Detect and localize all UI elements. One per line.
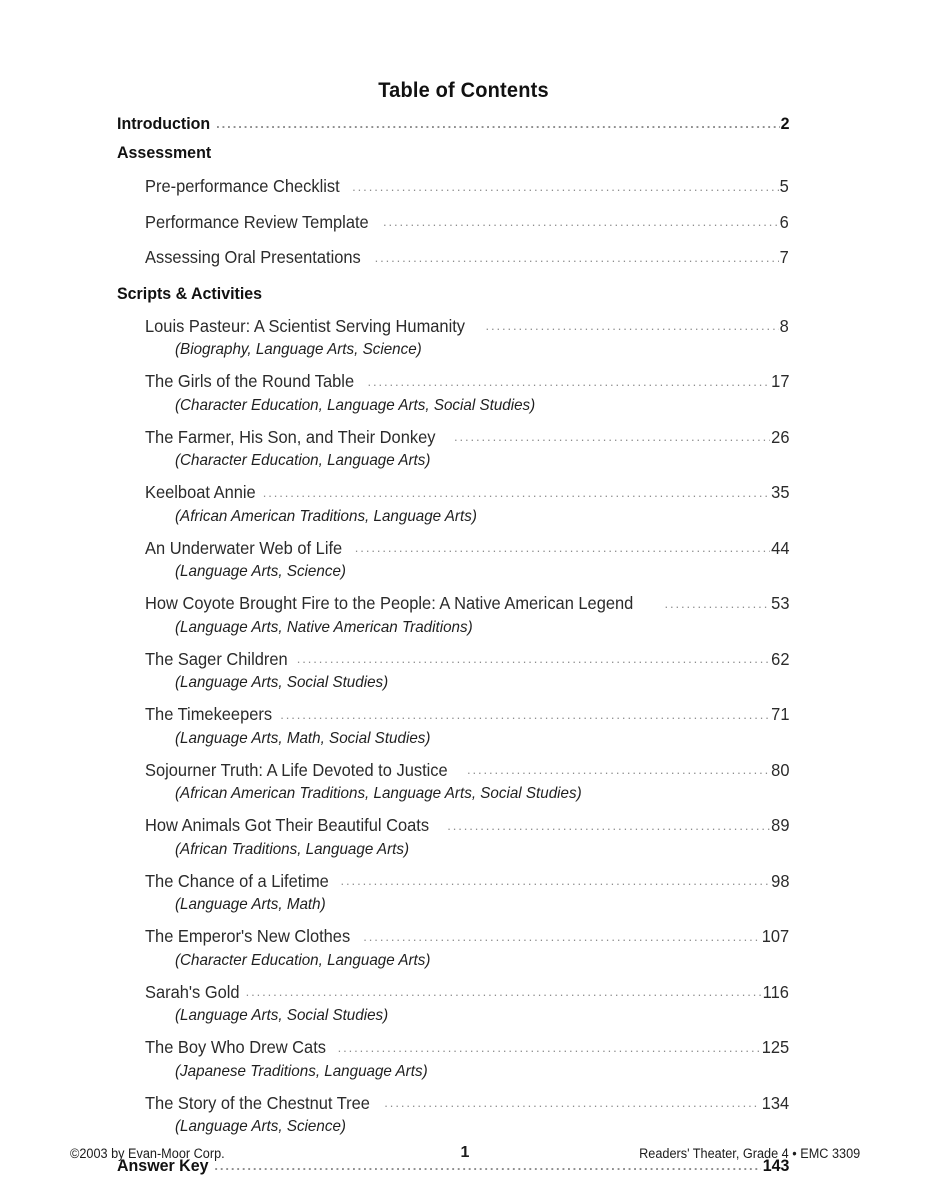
toc-label: How Coyote Brought Fire to the People: A Native American Legend [145,593,634,613]
toc-page: 35 [770,482,789,502]
toc-entry-keelboat-annie [117,482,789,526]
footer-copyright: ©2003 by Evan-Moor Corp. [70,1146,225,1161]
toc-label: The Chance of a Lifetime [145,870,329,891]
toc-subject: (Language Arts, Social Studies) [175,1007,389,1024]
toc-label: An Underwater Web of Life [145,537,343,558]
leader-dots [341,874,770,892]
leader-dots [363,930,760,948]
toc-entry-sarahs-gold [117,982,789,1026]
toc-label: Performance Review Template [145,211,369,232]
toc-row[interactable] [145,982,789,1005]
toc-heading-scripts-activities: Scripts & Activities [117,283,263,303]
leader-dots [297,652,770,670]
toc-subject: (Language Arts, Science) [175,563,346,580]
toc-label-answer-key: Answer Key [117,1156,209,1175]
toc-row-assessing-oral-presentations[interactable] [145,247,789,270]
toc-label: Sojourner Truth: A Life Devoted to Justice [145,759,448,780]
toc-entry-how-coyote-brought-fire [117,593,789,637]
toc-subject: (Language Arts, Math) [175,896,326,913]
toc-row[interactable] [145,649,789,672]
toc-entry-story-of-chestnut-tree [117,1093,789,1137]
leader-dots [485,319,779,337]
toc-page-introduction: 2 [780,114,789,133]
toc-page: 71 [770,704,789,724]
leader-dots [375,251,780,269]
toc-row[interactable] [145,538,789,561]
toc-row[interactable] [145,815,789,838]
toc-subject: (African American Traditions, Language Arts, Social Studies) [175,785,582,802]
leader-dots [664,597,769,615]
leader-dots [263,486,770,504]
toc-subject: (Language Arts, Social Studies) [175,674,389,691]
toc-subject: (Language Arts, Science) [175,1118,346,1135]
toc-label: The Story of the Chestnut Tree [145,1092,370,1113]
toc-entry-farmer-son-donkey [117,427,789,471]
toc-label: The Farmer, His Son, and Their Donkey [145,426,436,447]
toc-entry-underwater-web-of-life [117,538,789,582]
toc-row-pre-performance-checklist[interactable] [145,176,789,199]
toc-label: Sarah's Gold [145,981,240,1002]
toc-row[interactable] [145,316,789,339]
toc-row-performance-review-template[interactable] [145,212,789,235]
page-footer [70,1146,860,1168]
toc-page: 134 [761,1092,789,1113]
toc-row[interactable] [145,760,789,783]
leader-dots [384,1096,760,1114]
table-of-contents [117,114,789,1177]
toc-page: 107 [761,926,789,946]
leader-dots [280,708,769,726]
toc-row[interactable] [145,704,789,727]
toc-page: 7 [779,247,789,267]
toc-page: 53 [770,593,789,613]
page-title: Table of Contents [378,78,549,102]
toc-entry-emperors-new-clothes [117,926,789,970]
toc-label: Assessing Oral Presentations [145,247,361,267]
leader-dots [383,215,779,233]
toc-label: Pre-performance Checklist [145,176,340,196]
toc-label: The Girls of the Round Table [145,371,355,391]
toc-row[interactable] [145,371,789,394]
toc-row[interactable] [145,871,789,894]
leader-dots [454,430,770,448]
toc-entry-louis-pasteur [117,316,789,360]
leader-dots [447,819,769,837]
leader-dots [338,1041,760,1059]
toc-entry-boy-who-drew-cats [117,1037,789,1081]
toc-label: Louis Pasteur: A Scientist Serving Humanity [145,315,466,336]
toc-entry-sager-children [117,649,789,693]
toc-page: 26 [770,426,789,447]
toc-page: 125 [761,1037,789,1057]
leader-dots [467,763,770,781]
toc-entry-how-animals-got-coats [117,815,789,859]
toc-subject: (Character Education, Language Arts, Social Studies) [175,396,536,414]
toc-row[interactable] [145,482,789,505]
toc-row[interactable] [145,926,789,949]
toc-row[interactable] [145,593,789,616]
toc-row-introduction[interactable] [117,114,789,135]
toc-label: The Sager Children [145,648,288,669]
toc-page: 8 [779,315,789,336]
toc-subject: (Japanese Traditions, Language Arts) [175,1062,428,1080]
toc-label: The Boy Who Drew Cats [145,1037,327,1057]
leader-dots [352,180,779,198]
toc-page: 98 [770,870,789,891]
toc-row[interactable] [145,1037,789,1060]
toc-label: The Emperor's New Clothes [145,926,351,946]
toc-page: 89 [770,815,789,835]
toc-label: The Timekeepers [145,704,273,724]
footer-page-number: 1 [460,1144,470,1161]
toc-heading-assessment: Assessment [117,143,212,162]
leader-dots [367,375,769,393]
toc-page: 116 [762,981,789,1002]
leader-dots [216,117,779,134]
toc-subject: (Character Education, Language Arts) [175,951,431,969]
toc-entry-chance-of-a-lifetime [117,871,789,915]
toc-page: 80 [770,759,789,780]
toc-subject: (African Traditions, Language Arts) [175,840,410,858]
leader-dots [355,541,770,559]
toc-row[interactable] [145,1093,789,1116]
toc-subject: (Language Arts, Native American Traditions) [175,618,473,636]
toc-page-answer-key: 143 [762,1156,789,1175]
toc-page: 17 [770,371,789,391]
toc-entry-girls-round-table [117,371,789,415]
toc-label-introduction: Introduction [117,114,211,133]
toc-page: 5 [779,176,789,196]
toc-page: 44 [770,537,789,558]
toc-subject: (African American Traditions, Language Arts) [175,507,477,525]
footer-publication: Readers' Theater, Grade 4 • EMC 3309 [638,1146,860,1161]
toc-subject: (Biography, Language Arts, Science) [175,341,422,358]
toc-page: 62 [770,648,789,669]
toc-page: 6 [779,211,789,232]
toc-entry-timekeepers [117,704,789,748]
toc-subject: (Language Arts, Math, Social Studies) [175,729,431,747]
toc-row[interactable] [145,427,789,450]
toc-label: Keelboat Annie [145,482,256,502]
toc-entry-sojourner-truth [117,760,789,804]
leader-dots [246,985,761,1003]
toc-label: How Animals Got Their Beautiful Coats [145,815,430,835]
toc-subject: (Character Education, Language Arts) [175,452,431,469]
